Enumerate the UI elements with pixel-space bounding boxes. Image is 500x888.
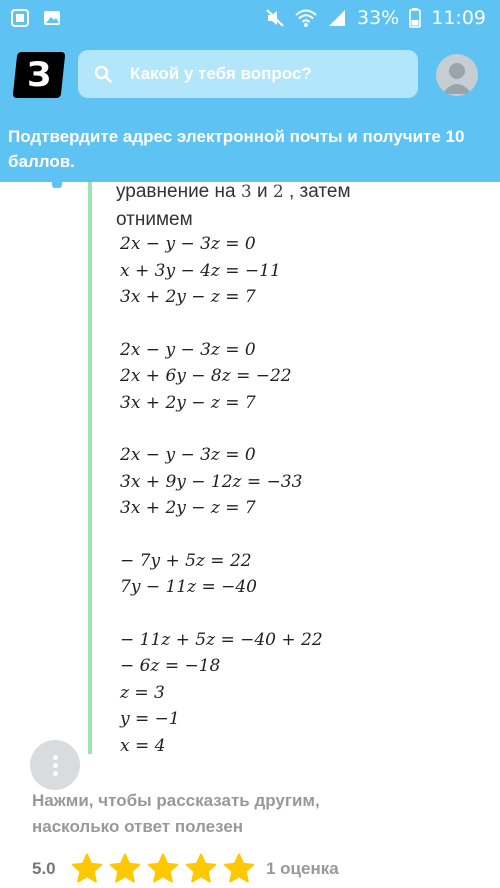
equation-line: 2x + 6y − 8z = −22 — [120, 366, 292, 386]
equation-line: − 7y + 5z = 22 — [120, 550, 252, 571]
best-answer-border — [88, 182, 92, 754]
star-icon[interactable] — [70, 852, 104, 886]
app-header — [0, 36, 500, 116]
equation-line: z = 3 — [120, 682, 165, 703]
equation-spacer — [120, 604, 323, 630]
battery-percent: 33% — [357, 7, 400, 29]
star-icon[interactable] — [146, 852, 180, 886]
clock: 11:09 — [431, 7, 486, 29]
equation-line: x = 4 — [120, 735, 166, 756]
battery-icon — [409, 8, 421, 28]
signal-icon — [327, 8, 347, 28]
equation-line: 2x − y − 3z = 0 — [120, 234, 256, 254]
equation-line: 7y − 11z = −40 — [120, 577, 257, 597]
equation-spacer — [120, 419, 323, 445]
equation-line: − 11z + 5z = −40 + 22 — [120, 629, 323, 650]
equation-spacer — [120, 525, 323, 551]
math-3: 3 — [240, 182, 252, 202]
avatar[interactable] — [436, 54, 478, 96]
rating-stars[interactable] — [70, 852, 256, 886]
equation-line: y = −1 — [120, 709, 180, 729]
math-2: 2 — [272, 182, 284, 202]
app-notification-icon — [10, 8, 30, 28]
equation-line: 2x − y − 3z = 0 — [120, 339, 256, 360]
status-bar — [0, 0, 500, 36]
star-icon[interactable] — [184, 852, 218, 886]
wifi-icon — [295, 8, 317, 28]
search-bar[interactable] — [78, 50, 418, 98]
brainly-logo[interactable] — [13, 52, 66, 98]
banner-text: Подтвердите адрес электронной почты и получите 10 баллов. — [8, 127, 465, 171]
rating-row — [32, 852, 339, 886]
equation-line: x + 3y − 4z = −11 — [120, 260, 281, 281]
mute-icon — [265, 8, 285, 28]
answer-intro: уравнение на 3 и 2 , затем отнимем — [116, 181, 351, 230]
photo-icon — [42, 8, 62, 28]
user-icon — [436, 54, 478, 96]
search-placeholder: Какой у тебя вопрос? — [130, 64, 312, 83]
share-button[interactable] — [30, 740, 80, 790]
equation-spacer — [120, 314, 323, 340]
partial-marker — [52, 176, 62, 188]
rating-score: 5.0 — [32, 859, 56, 878]
answer-block — [0, 182, 500, 756]
share-prompt[interactable]: Нажми, чтобы рассказать другим, насколько ответ полезен — [32, 791, 320, 836]
equation-line: 2x − y − 3z = 0 — [120, 445, 256, 465]
equation-line: 3x + 2y − z = 7 — [120, 392, 256, 413]
star-icon[interactable] — [222, 852, 256, 886]
equation-line: − 6z = −18 — [120, 656, 221, 676]
email-verify-banner[interactable] — [0, 116, 500, 182]
equation-line: 3x + 9y − 12z = −33 — [120, 471, 303, 492]
star-icon[interactable] — [108, 852, 142, 886]
rating-count: 1 оценка — [266, 859, 339, 878]
equation-line: 3x + 2y − z = 7 — [120, 498, 256, 518]
equation-line: 3x + 2y − z = 7 — [120, 287, 256, 307]
search-icon — [94, 65, 112, 83]
equation-list — [120, 234, 323, 762]
logo-letter: З — [26, 55, 52, 95]
